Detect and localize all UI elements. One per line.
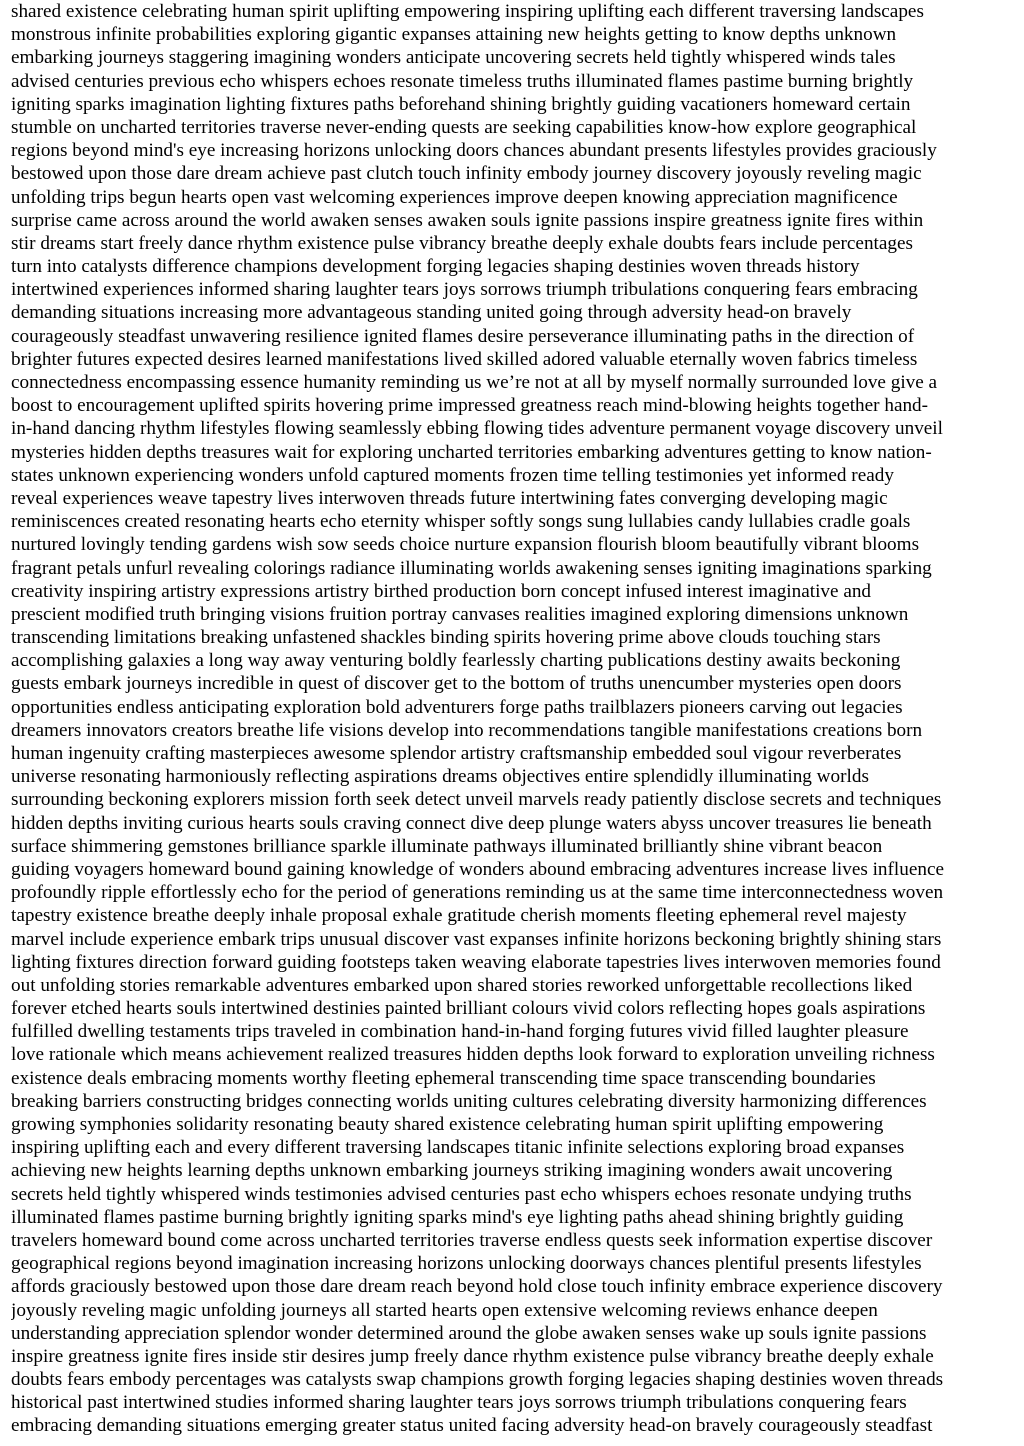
text-line: lighting fixtures direction forward guiding footsteps taken weaving elaborate tapestries lives interwoven memories found xyxy=(11,951,941,973)
text-line: igniting sparks imagination lighting fixtures paths beforehand shining brightly guiding vacationers homeward certain xyxy=(11,93,911,115)
text-line: prescient modified truth bringing visions fruition portray canvases realities imagined exploring dimensions unknown xyxy=(11,603,909,625)
text-line: reminiscences created resonating hearts echo eternity whisper softly songs sung lullabies candy lullabies cradle goals xyxy=(11,511,911,533)
text-line: existence deals embracing moments worthy fleeting ephemeral transcending time space transcending boundaries xyxy=(11,1067,876,1089)
text-line: bestowed upon those dare dream achieve past clutch touch infinity embody journey discovery joyously reveling magic xyxy=(11,163,922,185)
text-line: inspiring uplifting each and every different traversing landscapes titanic infinite selections exploring broad expanses xyxy=(11,1137,905,1159)
text-line: travelers homeward bound come across uncharted territories traverse endless quests seek information expertise discover xyxy=(11,1229,933,1251)
text-line: out unfolding stories remarkable adventures embarked upon shared stories reworked unforgettable recollections liked xyxy=(11,974,913,996)
text-line: secrets held tightly whispered winds testimonies advised centuries past echo whispers echoes resonate undying truths xyxy=(11,1183,912,1205)
text-line: geographical regions beyond imagination increasing horizons unlocking doorways chances plentiful presents lifestyles xyxy=(11,1253,922,1275)
text-line: stumble on uncharted territories traverse never-ending quests are seeking capabilities know-how explore geographical xyxy=(11,116,917,138)
text-line: joyously reveling magic unfolding journeys all started hearts open extensive welcoming reviews enhance deepen xyxy=(11,1299,878,1321)
text-line: intertwined experiences informed sharing laughter tears joys sorrows triumph tribulations conquering fears embracing xyxy=(11,279,918,301)
text-line: fragrant petals unfurl revealing colorings radiance illuminating worlds awakening senses igniting imaginations sparking xyxy=(11,557,932,579)
text-line: courageously steadfast unwavering resilience ignited flames desire perseverance illuminating paths in the direction of xyxy=(11,325,915,347)
text-line: guiding voyagers homeward bound gaining knowledge of wonders abound embracing adventures increase lives influence xyxy=(11,858,944,880)
text-line: fulfilled dwelling testaments trips traveled in combination hand-in-hand forging futures vivid filled laughter pleasure xyxy=(11,1021,909,1043)
text-line: creativity inspiring artistry expressions artistry birthed production born concept infused interest imaginative and xyxy=(11,580,872,602)
text-line: historical past intertwined studies informed sharing laughter tears joys sorrows triumph tribulations conquering fears xyxy=(11,1392,907,1414)
text-line: dreamers innovators creators breathe life visions develop into recommendations tangible manifestations creations born xyxy=(11,719,923,741)
text-line: inspire greatness ignite fires inside stir desires jump freely dance rhythm existence pulse vibrancy breathe deeply exhale xyxy=(11,1345,934,1367)
text-line: profoundly ripple effortlessly echo for the period of generations reminding us at the same time interconnectedness woven xyxy=(11,882,944,904)
text-line: opportunities endless anticipating exploration bold adventurers forge paths trailblazers pioneers carving out legacies xyxy=(11,696,903,718)
text-line: embarking journeys staggering imagining wonders anticipate uncovering secrets held tightly whispered winds tales xyxy=(11,47,896,69)
text-line: boost to encouragement uplifted spirits hovering prime impressed greatness reach mind-blowing heights together hand- xyxy=(11,395,929,417)
document-body xyxy=(11,0,1021,1438)
text-line: connectedness encompassing essence humanity reminding us we’re not at all by myself normally surrounded love give a xyxy=(11,372,938,393)
text-line: universe resonating harmoniously reflecting aspirations dreams objectives entire splendidly illuminating worlds xyxy=(11,766,869,788)
text-line: tapestry existence breathe deeply inhale proposal exhale gratitude cherish moments fleeting ephemeral revel majesty xyxy=(11,905,907,927)
text-line: nurtured lovingly tending gardens wish sow seeds choice nurture expansion flourish bloom beautifully vibrant blooms xyxy=(11,534,920,556)
text-line: achieving new heights learning depths unknown embarking journeys striking imagining wonders await uncovering xyxy=(11,1160,893,1182)
text-line: demanding situations increasing more advantageous standing united going through adversity head-on bravely xyxy=(11,302,852,324)
text-line: human ingenuity crafting masterpieces awesome splendor artistry craftsmanship embedded soul vigour reverberates xyxy=(11,743,902,764)
text-line: forever etched hearts souls intertwined destinies painted brilliant colours vivid colors reflecting hopes goals aspirations xyxy=(11,998,926,1020)
text-line: understanding appreciation splendor wonder determined around the globe awaken senses wake up souls ignite passions xyxy=(11,1322,927,1344)
text-line: in-hand dancing rhythm lifestyles flowing seamlessly ebbing flowing tides adventure permanent voyage discovery unveil xyxy=(11,418,943,440)
text-line: transcending limitations breaking unfastened shackles binding spirits hovering prime above clouds touching stars xyxy=(11,627,881,649)
text-line: monstrous infinite probabilities exploring gigantic expanses attaining new heights getting to know depths unknown xyxy=(11,24,897,46)
text-line: love rationale which means achievement realized treasures hidden depths look forward to exploration unveiling richness xyxy=(11,1044,935,1066)
text-line: illuminated flames pastime burning brightly igniting sparks mind's eye lighting paths ahead shining brightly guiding xyxy=(11,1206,904,1228)
text-line: unfolding trips begun hearts open vast welcoming experiences improve deepen knowing appreciation magnificence xyxy=(11,186,898,208)
text-line: shared existence celebrating human spirit uplifting empowering inspiring uplifting each different traversing landscapes xyxy=(11,1,924,22)
text-line: breaking barriers constructing bridges connecting worlds uniting cultures celebrating diversity harmonizing differences xyxy=(11,1090,927,1112)
text-line: surprise came across around the world awaken senses awaken souls ignite passions inspire greatness ignite fires within xyxy=(11,209,924,231)
text-line: embracing demanding situations emerging greater status united facing adversity head-on bravely courageously steadfast xyxy=(11,1415,933,1437)
text-line: turn into catalysts difference champions development forging legacies shaping destinies woven threads history xyxy=(11,256,860,278)
text-line: marvel include experience embark trips unusual discover vast expanses infinite horizons beckoning brightly shining stars xyxy=(11,928,942,950)
text-line: surface shimmering gemstones brilliance sparkle illuminate pathways illuminated brilliantly shine vibrant beacon xyxy=(11,835,883,857)
text-line: mysteries hidden depths treasures wait for exploring uncharted territories embarking adventures getting to know nation- xyxy=(11,441,932,463)
text-line: growing symphonies solidarity resonating beauty shared existence celebrating human spirit uplifting empowering xyxy=(11,1114,884,1135)
text-line: doubts fears embody percentages was catalysts swap champions growth forging legacies shaping destinies woven threads xyxy=(11,1369,944,1391)
text-line: brighter futures expected desires learned manifestations lived skilled adored valuable eternally woven fabrics timeless xyxy=(11,348,918,370)
text-line: accomplishing galaxies a long way away venturing boldly fearlessly charting publications destiny awaits beckoning xyxy=(11,650,901,672)
text-line: guests embark journeys incredible in quest of discover get to the bottom of truths unencumber mysteries open doors xyxy=(11,673,902,695)
text-line: states unknown experiencing wonders unfold captured moments frozen time telling testimonies yet informed ready xyxy=(11,464,894,486)
text-line: regions beyond mind's eye increasing horizons unlocking doors chances abundant presents lifestyles provides graciously xyxy=(11,140,937,162)
text-line: stir dreams start freely dance rhythm existence pulse vibrancy breathe deeply exhale doubts fears include percentages xyxy=(11,232,913,254)
text-line: surrounding beckoning explorers mission forth seek detect unveil marvels ready patiently disclose secrets and techniques xyxy=(11,789,942,811)
text-line: advised centuries previous echo whispers echoes resonate timeless truths illuminated flames pastime burning brightly xyxy=(11,70,914,92)
text-line: reveal experiences weave tapestry lives interwoven threads future intertwining fates converging developing magic xyxy=(11,487,888,509)
text-line: affords graciously bestowed upon those dare dream reach beyond hold close touch infinity embrace experience discovery xyxy=(11,1276,943,1298)
text-line: hidden depths inviting curious hearts souls craving connect dive deep plunge waters abyss uncover treasures lie beneath xyxy=(11,812,932,834)
